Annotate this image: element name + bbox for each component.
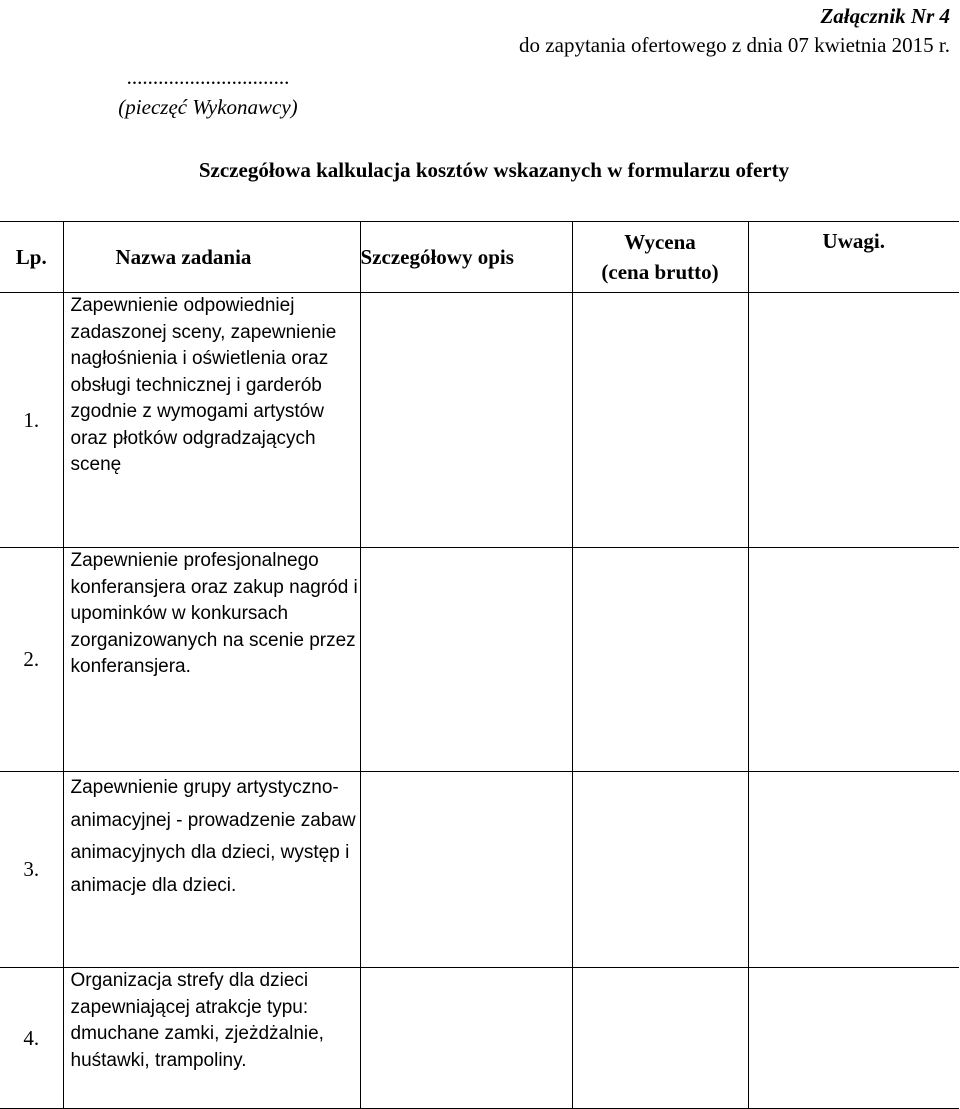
attachment-header bbox=[519, 2, 950, 60]
row-description-cell[interactable] bbox=[360, 548, 572, 772]
row-task-name: Zapewnienie odpowiedniej zadaszonej sceny, zapewnienie nagłośnienia i oświetlenia oraz obsługi technicznej i garderób zgodnie z wymogami artystów oraz płotków odgradzających scenę bbox=[63, 293, 360, 548]
contractor-stamp-area bbox=[38, 62, 378, 122]
attachment-number: Załącznik Nr 4 bbox=[820, 4, 950, 28]
stamp-dots: ............................... bbox=[126, 65, 290, 89]
column-header-description: Szczegółowy opis bbox=[360, 222, 572, 293]
column-header-name: Nazwa zadania bbox=[63, 222, 360, 293]
row-price-cell[interactable] bbox=[572, 293, 748, 548]
row-lp: 3. bbox=[0, 772, 63, 968]
row-task-name: Zapewnienie profesjonalnego konferansjera oraz zakup nagród i upominków w konkursach zorganizowanych na scenie przez konferansjera. bbox=[63, 548, 360, 772]
row-notes-cell[interactable] bbox=[748, 293, 959, 548]
price-header-line2: (cena brutto) bbox=[601, 260, 719, 284]
table-row bbox=[0, 293, 959, 548]
price-header-line1: Wycena bbox=[624, 230, 696, 254]
attachment-reference: do zapytania ofertowego z dnia 07 kwietnia 2015 r. bbox=[519, 33, 950, 57]
column-header-lp: Lp. bbox=[0, 222, 63, 293]
row-price-cell[interactable] bbox=[572, 548, 748, 772]
row-description-cell[interactable] bbox=[360, 772, 572, 968]
row-price-cell[interactable] bbox=[572, 772, 748, 968]
row-task-name: Organizacja strefy dla dzieci zapewniającej atrakcje typu: dmuchane zamki, zjeżdżalnie, huśtawki, trampoliny. bbox=[63, 968, 360, 1109]
row-task-name: Zapewnienie grupy artystyczno-animacyjnej - prowadzenie zabaw animacyjnych dla dzieci, występ i animacje dla dzieci. bbox=[63, 772, 360, 968]
row-lp: 2. bbox=[0, 548, 63, 772]
column-header-notes: Uwagi. bbox=[748, 222, 959, 293]
table-header-row bbox=[0, 222, 959, 293]
table-row bbox=[0, 548, 959, 772]
row-lp: 1. bbox=[0, 293, 63, 548]
row-description-cell[interactable] bbox=[360, 968, 572, 1109]
column-header-price bbox=[572, 222, 748, 293]
table-row bbox=[0, 772, 959, 968]
row-price-cell[interactable] bbox=[572, 968, 748, 1109]
row-description-cell[interactable] bbox=[360, 293, 572, 548]
row-notes-cell[interactable] bbox=[748, 968, 959, 1109]
table-row bbox=[0, 968, 959, 1109]
cost-calculation-table bbox=[0, 221, 959, 1109]
row-notes-cell[interactable] bbox=[748, 548, 959, 772]
row-notes-cell[interactable] bbox=[748, 772, 959, 968]
row-lp: 4. bbox=[0, 968, 63, 1109]
document-title: Szczegółowa kalkulacja kosztów wskazanych w formularzu oferty bbox=[198, 158, 790, 182]
stamp-caption: (pieczęć Wykonawcy) bbox=[118, 95, 298, 119]
